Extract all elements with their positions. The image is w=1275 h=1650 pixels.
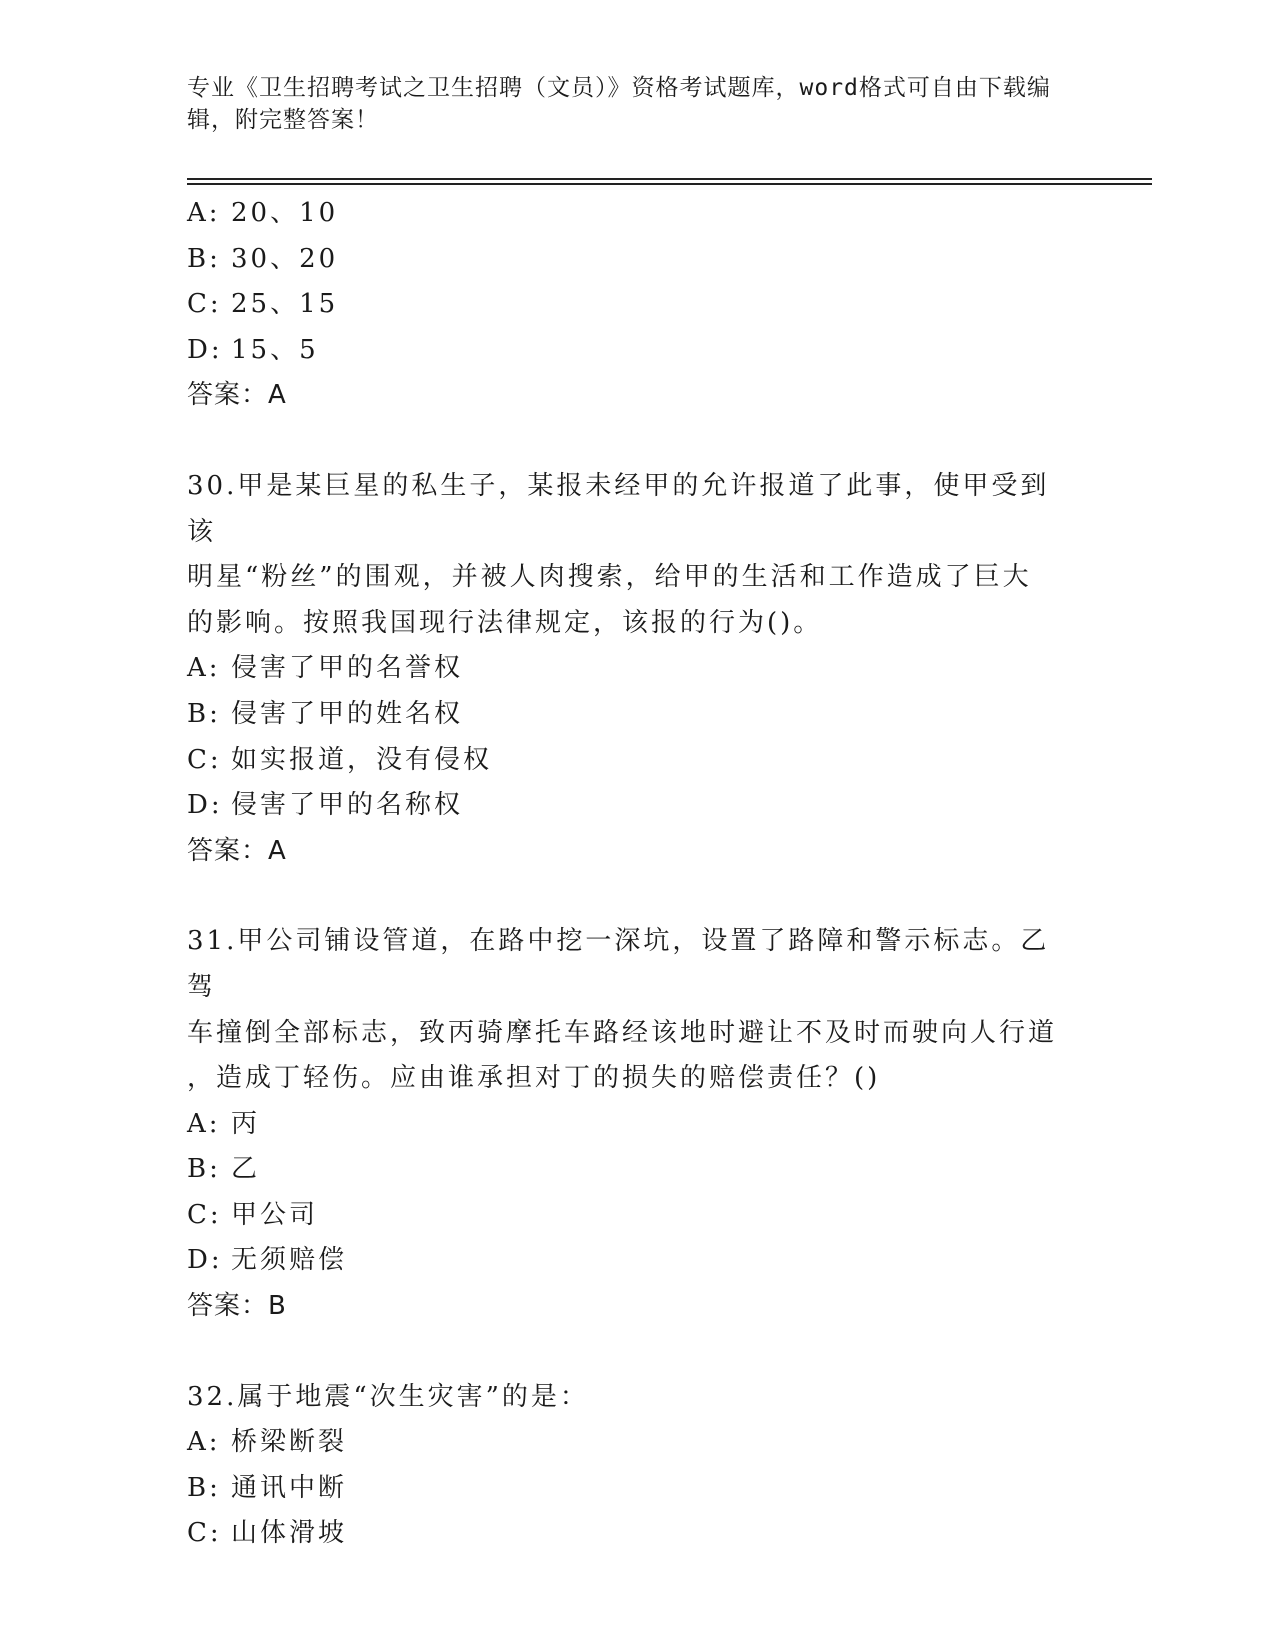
question-31 — [187, 919, 1067, 1329]
option-label: A: — [187, 1108, 221, 1139]
option-label: C: — [187, 1518, 222, 1549]
option-c — [187, 282, 1067, 328]
option-label: A: — [187, 198, 221, 228]
option-label: A: — [187, 653, 221, 684]
option-b — [187, 692, 1067, 738]
option-label: A: — [187, 1427, 221, 1458]
answer-line: 答案：A — [187, 380, 287, 411]
header-divider-top — [187, 178, 1152, 180]
option-text: 无须赔偿 — [231, 1245, 348, 1276]
option-c — [187, 738, 1067, 784]
option-b — [187, 237, 1067, 283]
option-c — [187, 1511, 1067, 1557]
option-b — [187, 1147, 1067, 1193]
question-30 — [187, 464, 1067, 874]
option-text: 30、20 — [231, 243, 339, 274]
option-a — [187, 191, 1067, 237]
option-d — [187, 783, 1067, 829]
option-label: D: — [187, 1245, 223, 1276]
option-a — [187, 1420, 1067, 1466]
option-text: 丙 — [231, 1108, 261, 1139]
option-label: B: — [187, 698, 221, 729]
question-stem-line: 的影响。按照我国现行法律规定，该报的行为()。 — [187, 607, 823, 638]
option-text: 侵害了甲的名誉权 — [231, 653, 464, 684]
header-intro-text: 专业《卫生招聘考试之卫生招聘（文员）》资格考试题库，word格式可自由下载编辑，附完整答案！ — [187, 75, 1051, 133]
header-divider-bottom — [187, 183, 1152, 185]
option-text: 25、15 — [231, 289, 339, 320]
question-stem-line: 车撞倒全部标志，致丙骑摩托车路经该地时避让不及时而驶向人行道 — [187, 1017, 1058, 1048]
question-list — [187, 191, 1067, 1557]
question-stem-line: 32.属于地震“次生灾害”的是： — [187, 1381, 589, 1412]
option-text: 乙 — [231, 1154, 261, 1185]
option-d — [187, 1238, 1067, 1284]
option-c — [187, 1193, 1067, 1239]
question-32 — [187, 1375, 1067, 1557]
option-text: 20、10 — [231, 198, 339, 228]
option-label: B: — [187, 1472, 221, 1503]
question-spacer — [187, 419, 1067, 464]
option-label: B: — [187, 243, 221, 274]
document-header — [187, 72, 1067, 136]
option-text: 15、5 — [231, 334, 319, 365]
option-label: C: — [187, 1199, 222, 1230]
answer-line: 答案：B — [187, 1291, 287, 1322]
option-b — [187, 1466, 1067, 1512]
option-a — [187, 646, 1067, 692]
option-d — [187, 328, 1067, 374]
option-label: D: — [187, 790, 223, 821]
option-text: 通讯中断 — [231, 1472, 348, 1503]
question-stem-line: ，造成丁轻伤。应由谁承担对丁的损失的赔偿责任？() — [187, 1063, 881, 1094]
answer-line: 答案：A — [187, 835, 287, 866]
question-stem-line: 明星“粉丝”的围观，并被人肉搜索，给甲的生活和工作造成了巨大 — [187, 562, 1032, 593]
option-text: 桥梁断裂 — [231, 1427, 348, 1458]
option-label: C: — [187, 289, 222, 320]
option-text: 如实报道，没有侵权 — [231, 744, 493, 775]
option-text: 山体滑坡 — [231, 1518, 348, 1549]
option-text: 侵害了甲的名称权 — [231, 790, 464, 821]
question-stem-line: 30.甲是某巨星的私生子，某报未经甲的允许报道了此事，使甲受到该 — [187, 470, 1050, 547]
question-spacer — [187, 1330, 1067, 1375]
option-text: 甲公司 — [231, 1199, 319, 1230]
option-label: B: — [187, 1154, 221, 1185]
option-label: D: — [187, 334, 223, 365]
option-text: 侵害了甲的姓名权 — [231, 698, 464, 729]
question-29 — [187, 191, 1067, 419]
question-spacer — [187, 874, 1067, 919]
option-a — [187, 1102, 1067, 1148]
question-stem-line: 31.甲公司铺设管道，在路中挖一深坑，设置了路障和警示标志。乙驾 — [187, 926, 1050, 1002]
option-label: C: — [187, 744, 222, 775]
